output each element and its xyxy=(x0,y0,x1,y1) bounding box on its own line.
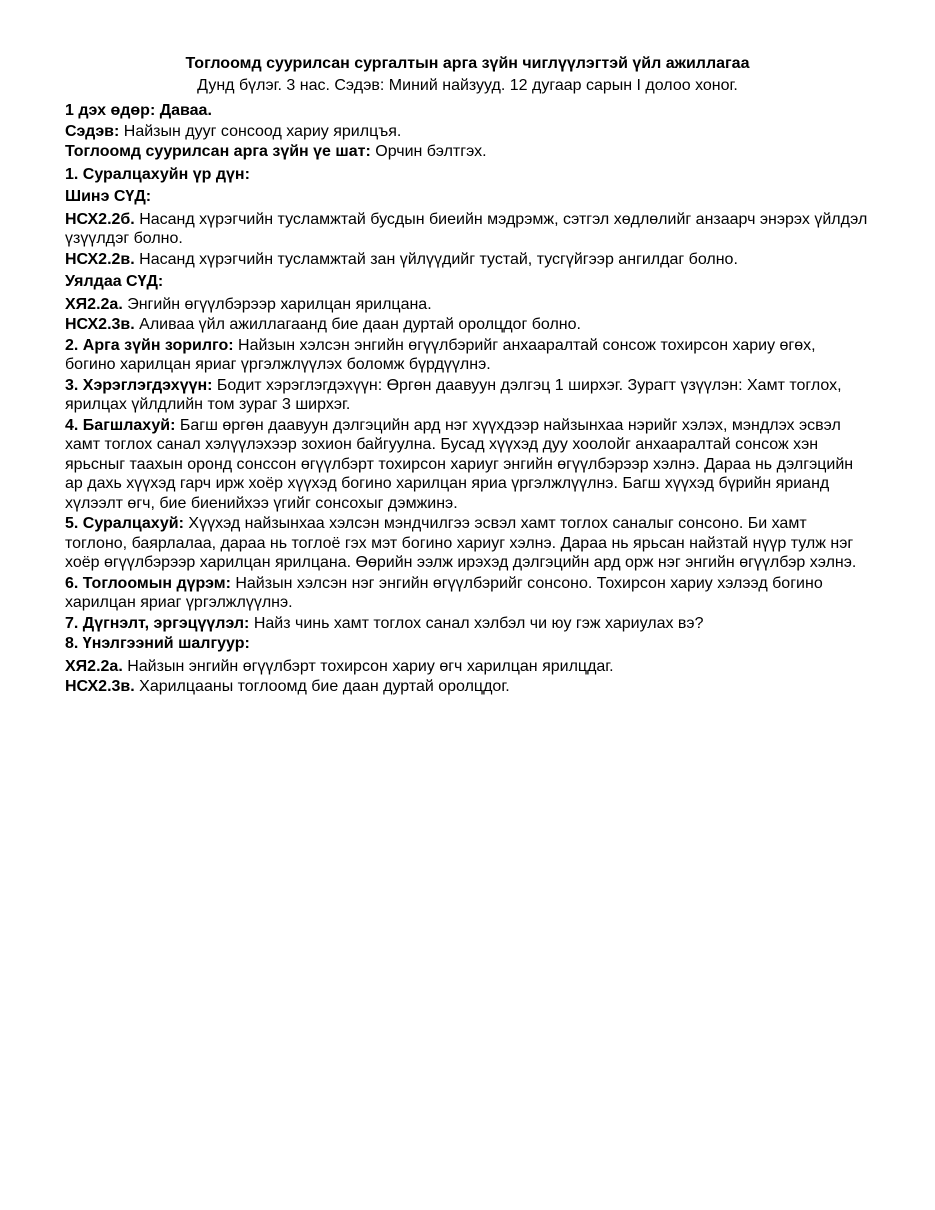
paragraph xyxy=(65,634,870,654)
paragraph-label: 6. Тоглоомын дүрэм: xyxy=(65,574,231,592)
paragraph xyxy=(65,677,870,697)
paragraph-label: 2. Арга зүйн зорилго: xyxy=(65,336,234,354)
paragraph-text: Найзын энгийн өгүүлбэрт тохирсон хариу өгч харилцан ярилцдаг. xyxy=(122,657,614,675)
paragraph xyxy=(65,514,870,573)
document-page xyxy=(65,54,870,698)
paragraph xyxy=(65,336,870,375)
paragraph xyxy=(65,142,870,162)
paragraph-text: Найз чинь хамт тоглох санал хэлбэл чи юу гэж хариулах вэ? xyxy=(249,614,704,632)
paragraph-label: НСХ2.2в. xyxy=(65,250,135,268)
paragraph xyxy=(65,101,870,121)
paragraph-label: НСХ2.3в. xyxy=(65,678,135,695)
paragraph-label: Уялдаа СҮД: xyxy=(65,273,164,290)
paragraph xyxy=(65,614,870,634)
paragraph-text: Насанд хүрэгчийн тусламжтай бусдын биеийн мэдрэмж, сэтгэл хөдлөлийг анзаарч энэрэх үйлдэл үзүүлдэг болно. xyxy=(65,210,868,247)
paragraph-label: 3. Хэрэглэгдэхүүн: xyxy=(65,376,213,394)
paragraph-text: Найзын хэлсэн нэг энгийн өгүүлбэрийг сонсоно. Тохирсон хариу хэлээд богино харилцан яриаг үргэлжлүүлнэ. xyxy=(65,574,823,611)
paragraph-label: 5. Суралцахуй: xyxy=(65,515,184,532)
paragraph-label: Тоглоомд суурилсан арга зүйн үе шат: xyxy=(65,143,371,160)
paragraph-label: Сэдэв: xyxy=(65,122,120,140)
paragraph-label: НСХ2.3в. xyxy=(65,316,135,333)
paragraph xyxy=(65,210,870,249)
paragraph-text: Багш өргөн даавуун дэлгэцийн ард нэг хүүхдээр найзынхаа нэрийг хэлэх, мэндлэх эсвэл хамт тоглох санал хэлүүлэхээр зохион байгуулна. Бусад хүүхэд дуу хоолойг анхааралтай сонсож хэн ярьсныг таахын оронд сонссон өгүүлбэрт тохирсон хариуг энгийн өгүүлбэрээр хэлнэ. Дараа нь дэлгэцийн ар дахь хүүхэд гарч ирж хоёр хүүхэд богино харилцан яриа үргэлжлүүлнэ. Багш хүүхэд бүрийн ярианд хүлээлт өгч, бие биенийхээ үгийг сонсохыг дэмжинэ. xyxy=(65,416,854,512)
document-subtitle: Дунд бүлэг. 3 нас. Сэдэв: Миний найзууд. 12 дугаар сарын I долоо хоног. xyxy=(197,77,738,94)
paragraph-text: Харилцааны тоглоомд бие даан дуртай оролцдог. xyxy=(134,678,510,695)
paragraph xyxy=(65,657,870,677)
paragraph xyxy=(65,295,870,315)
paragraph-label: Шинэ СҮД: xyxy=(65,188,152,205)
paragraph xyxy=(65,250,870,270)
paragraph-label: ХЯ2.2а. xyxy=(65,295,123,313)
paragraph-label: НСХ2.2б. xyxy=(65,210,135,228)
paragraph xyxy=(65,376,870,415)
paragraph-text: Найзын хэлсэн энгийн өгүүлбэрийг анхааралтай сонсож тохирсон хариу өгөх, богино харилцан яриаг үргэлжлүүлэх боломж бүрдүүлнэ. xyxy=(65,336,816,373)
paragraph xyxy=(65,165,870,185)
paragraph-text: Энгийн өгүүлбэрээр харилцан ярилцана. xyxy=(122,295,432,313)
paragraph-text: Орчин бэлтгэх. xyxy=(370,143,487,160)
paragraph xyxy=(65,416,870,514)
paragraph xyxy=(65,122,870,142)
paragraph-label: ХЯ2.2а. xyxy=(65,657,123,675)
paragraph-label: 4. Багшлахуй: xyxy=(65,416,176,434)
paragraph-text: Аливаа үйл ажиллагаанд бие даан дуртай оролцдог болно. xyxy=(134,316,581,333)
paragraph-label: 8. Үнэлгээний шалгуур: xyxy=(65,635,250,652)
paragraph xyxy=(65,272,870,292)
document-title: Тоглоомд суурилсан сургалтын арга зүйн чиглүүлэгтэй үйл ажиллагаа xyxy=(185,55,750,72)
paragraph xyxy=(65,315,870,335)
paragraph-label: 1. Суралцахуйн үр дүн: xyxy=(65,165,250,183)
paragraph-label: 7. Дүгнэлт, эргэцүүлэл: xyxy=(65,614,250,632)
paragraph-text: Насанд хүрэгчийн тусламжтай зан үйлүүдийг тустай, тусгүйгээр ангилдаг болно. xyxy=(134,250,738,268)
paragraph-label: 1 дэх өдөр: Даваа. xyxy=(65,102,212,119)
paragraph-text: Найзын дууг сонсоод хариу ярилцъя. xyxy=(119,122,402,140)
paragraph-text: Хүүхэд найзынхаа хэлсэн мэндчилгээ эсвэл хамт тоглох саналыг сонсоно. Би хамт тоглоно, баярлалаа, дараа нь тоглоё гэх мэт богино хариуг хэлнэ. Дараа нь ярьсан найзтай нүүр тулж нэг хоёр өгүүлбэрээр харилцан ярилцана. Өөрийн ээлж ирэхэд дэлгэцийн ард орж нэг энгийн өгүүлбэр хэлнэ. xyxy=(65,515,857,571)
paragraph-text: Бодит хэрэглэгдэхүүн: Өргөн даавуун дэлгэц 1 ширхэг. Зурагт үзүүлэн: Хамт тоглох, ярилцах үйлдлийн том зураг 3 ширхэг. xyxy=(65,376,842,413)
document-body xyxy=(65,101,870,697)
paragraph xyxy=(65,574,870,613)
paragraph xyxy=(65,187,870,207)
